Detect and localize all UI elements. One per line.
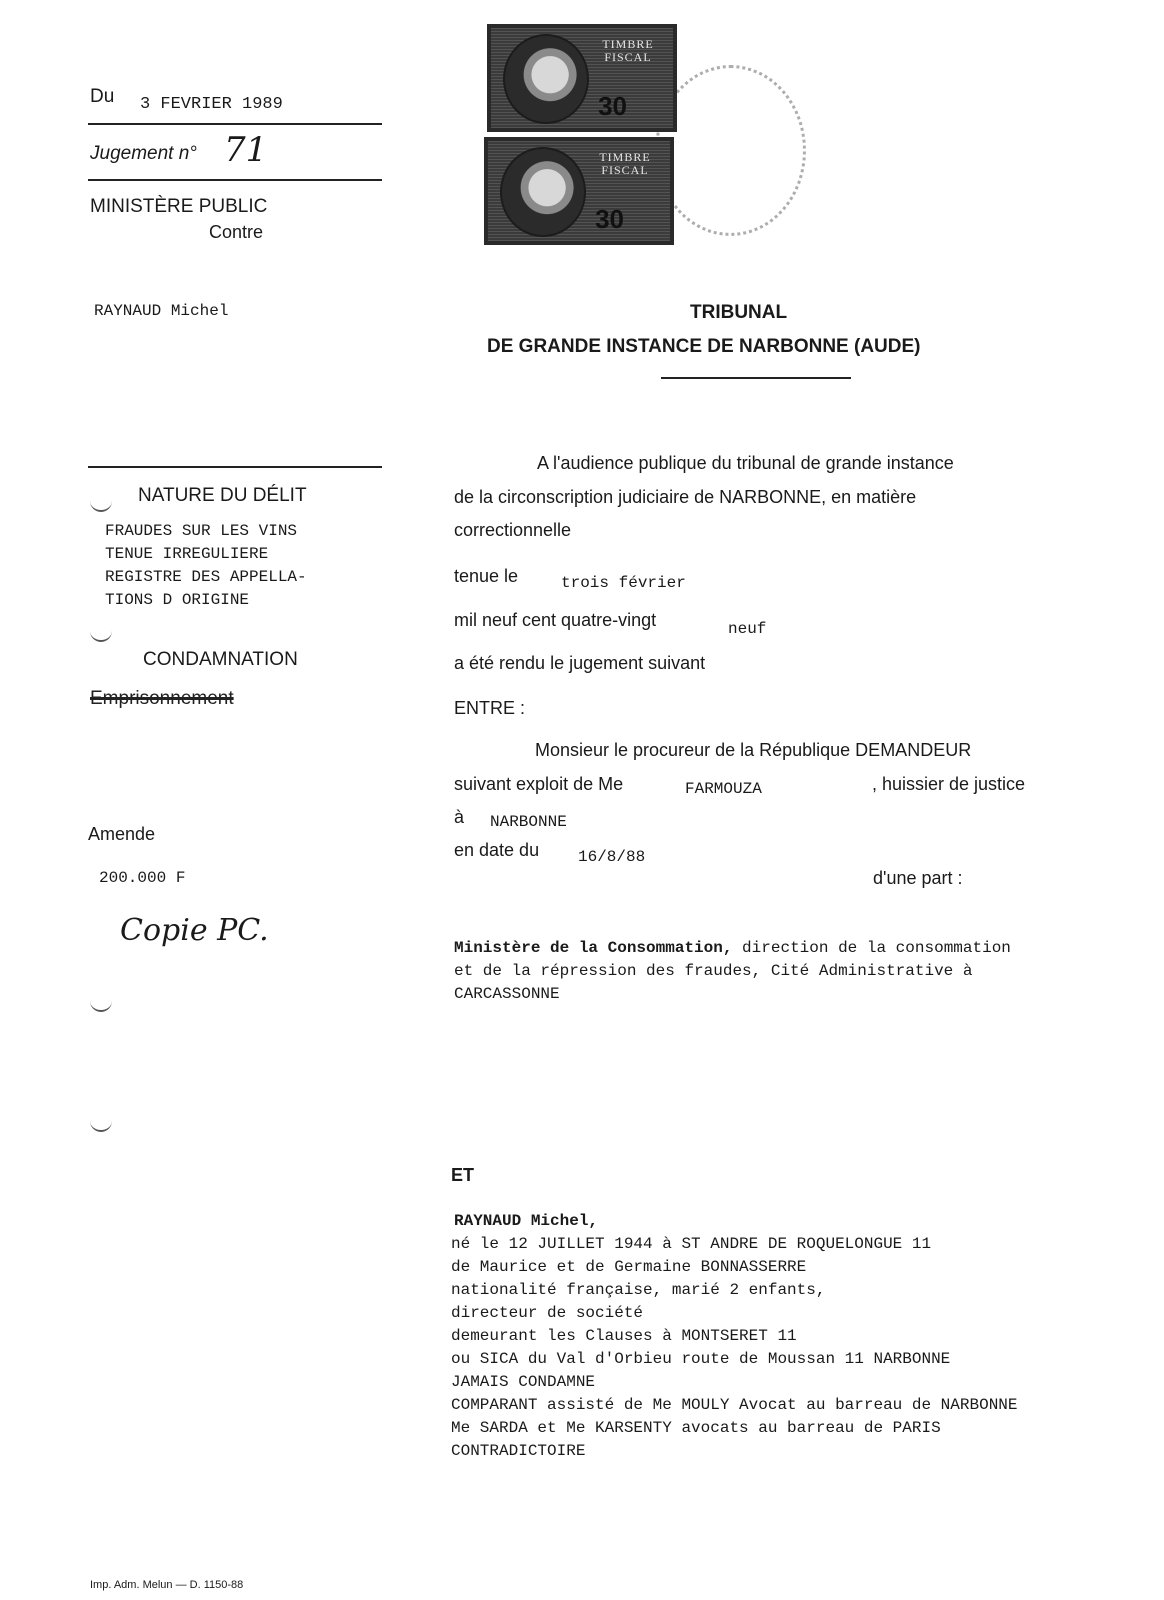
divider [661, 377, 851, 379]
a-value: NARBONNE [490, 813, 567, 831]
stamp-text: TIMBRE FISCAL [599, 150, 651, 177]
nature-title: NATURE DU DÉLIT [138, 485, 307, 506]
huissier-label: , huissier de justice [872, 774, 1026, 794]
defendant-line: demeurant les Clauses à MONTSERET 11 [451, 1327, 797, 1345]
amende-label: Amende [88, 824, 156, 844]
fiscal-stamp [487, 24, 677, 132]
marianne-medallion-icon [500, 147, 586, 237]
punch-hole-mark [90, 500, 112, 512]
defendant-name: RAYNAUD Michel, [454, 1212, 599, 1230]
defendant-line: né le 12 JUILLET 1944 à ST ANDRE DE ROQUELONGUE 11 [451, 1235, 932, 1253]
exploit-label: suivant exploit de Me [454, 774, 624, 794]
printer-footer: Imp. Adm. Melun — D. 1150-88 [90, 1579, 244, 1591]
stamp-text: TIMBRE FISCAL [602, 37, 654, 64]
mil-value: neuf [728, 620, 767, 638]
ministere-public: MINISTÈRE PUBLIC [90, 196, 268, 217]
entre-label: ENTRE : [454, 698, 526, 718]
audience-line: A l'audience publique du tribunal de grande instance [537, 453, 954, 473]
et-label: ET [451, 1165, 475, 1185]
court-title: TRIBUNAL [690, 302, 788, 323]
audience-line: de la circonscription judiciaire de NARBONNE, en matière [454, 487, 917, 507]
nature-line: TIONS D ORIGINE [105, 591, 250, 609]
ministere-rest: direction de la consommation [732, 939, 1011, 957]
condamnation-title: CONDAMNATION [143, 649, 298, 670]
tenue-label: tenue le [454, 566, 519, 586]
une-part: d'une part : [873, 868, 963, 888]
mil-label: mil neuf cent quatre-vingt [454, 610, 657, 630]
condamnation-struck: Emprisonnement [90, 688, 234, 709]
audience-line: correctionnelle [454, 520, 572, 540]
punch-hole-mark [90, 1000, 112, 1012]
defendant-line: directeur de société [451, 1304, 644, 1322]
nature-line: FRAUDES SUR LES VINS [105, 522, 298, 540]
divider [88, 179, 382, 181]
rendu-line: a été rendu le jugement suivant [454, 653, 706, 673]
defendant-line: CONTRADICTOIRE [451, 1442, 586, 1460]
judgment-date: 3 FEVRIER 1989 [140, 95, 283, 114]
ministere-line: et de la répression des fraudes, Cité Administrative à [454, 962, 973, 980]
defendant-line: COMPARANT assisté de Me MOULY Avocat au barreau de NARBONNE [451, 1396, 1018, 1414]
contre-label: Contre [209, 222, 264, 242]
punch-hole-mark [90, 630, 112, 642]
defendant-line: Me SARDA et Me KARSENTY avocats au barreau de PARIS [451, 1419, 941, 1437]
date-label: en date du [454, 840, 540, 860]
divider [88, 123, 382, 125]
jugement-number: 71 [224, 130, 268, 170]
defendant-line: ou SICA du Val d'Orbieu route de Moussan 11 NARBONNE [451, 1350, 951, 1368]
tenue-value: trois février [561, 574, 686, 592]
nature-line: REGISTRE DES APPELLA- [105, 568, 307, 586]
court-subtitle: DE GRANDE INSTANCE DE NARBONNE (AUDE) [487, 336, 921, 357]
divider [88, 466, 382, 468]
accused-name: RAYNAUD Michel [94, 302, 229, 320]
date-value: 16/8/88 [578, 848, 646, 866]
ministere-name: Ministère de la Consommation, [454, 939, 733, 957]
jugement-label: Jugement n° [90, 143, 197, 164]
stamp-value: 30 [595, 204, 624, 234]
punch-hole-mark [90, 1120, 112, 1132]
fiscal-stamp [484, 137, 674, 245]
stamp-value: 30 [598, 91, 627, 121]
official-seal [655, 65, 806, 236]
ministere-line [454, 939, 1011, 957]
handwritten-note: Copie PC. [120, 913, 269, 948]
marianne-medallion-icon [503, 34, 589, 124]
exploit-name: FARMOUZA [685, 780, 762, 798]
procureur-line: Monsieur le procureur de la République DEMANDEUR [535, 740, 972, 760]
du-label: Du [90, 86, 115, 107]
defendant-line: JAMAIS CONDAMNE [451, 1373, 596, 1391]
defendant-line: de Maurice et de Germaine BONNASSERRE [451, 1258, 807, 1276]
ministere-line: CARCASSONNE [454, 985, 560, 1003]
defendant-line: nationalité française, marié 2 enfants, [451, 1281, 826, 1299]
a-label: à [454, 807, 465, 827]
amende-value: 200.000 F [99, 869, 186, 887]
nature-line: TENUE IRREGULIERE [105, 545, 269, 563]
